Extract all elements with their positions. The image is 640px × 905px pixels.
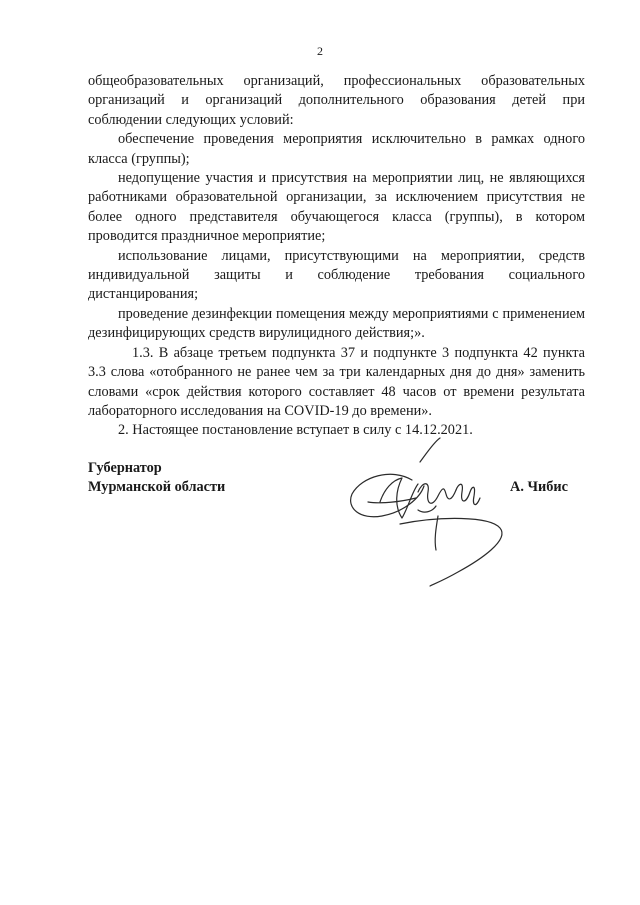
paragraph-item-1-3: 1.3. В абзаце третьем подпункта 37 и подпункте 3 подпункта 42 пункта 3.3 слова «отобранного не ранее чем за три календарных дня до дня» заменить словами «срок действия которого составляет 48 часов от времени результата лабораторного исследования на COVID-19 до времени». xyxy=(88,344,585,419)
paragraph-condition-4: проведение дезинфекции помещения между мероприятиями с применением дезинфицирующих средств вирулицидного действия;». xyxy=(88,305,585,342)
page-number: 2 xyxy=(317,44,323,58)
paragraph-condition-3: использование лицами, присутствующими на мероприятии, средств индивидуальной защиты и соблюдение требования социального дистанцирования; xyxy=(88,247,585,303)
signatory-position xyxy=(88,459,225,498)
signatory-region: Мурманской области xyxy=(88,479,226,496)
document-body xyxy=(88,72,585,441)
handwritten-signature xyxy=(340,432,515,592)
paragraph-continuation: общеобразовательных организаций, профессиональных образовательных организаций и организаций дополнительного образования детей при соблюдении следующих условий: xyxy=(88,73,585,128)
signer-name: А. Чибис xyxy=(510,479,568,495)
paragraph-condition-1: обеспечение проведения мероприятия исключительно в рамках одного класса (группы); xyxy=(88,131,585,167)
paragraph-item-2: 2. Настоящее постановление вступает в силу с 14.12.2021. xyxy=(118,422,473,439)
paragraph-condition-2: недопущение участия и присутствия на мероприятии лиц, не являющихся работниками образовательной организации, за исключением присутствия не более одного представителя обучающегося класса (группы), в котором проводится праздничное мероприятие; xyxy=(88,170,585,245)
signatory-title: Губернатор xyxy=(88,460,162,476)
